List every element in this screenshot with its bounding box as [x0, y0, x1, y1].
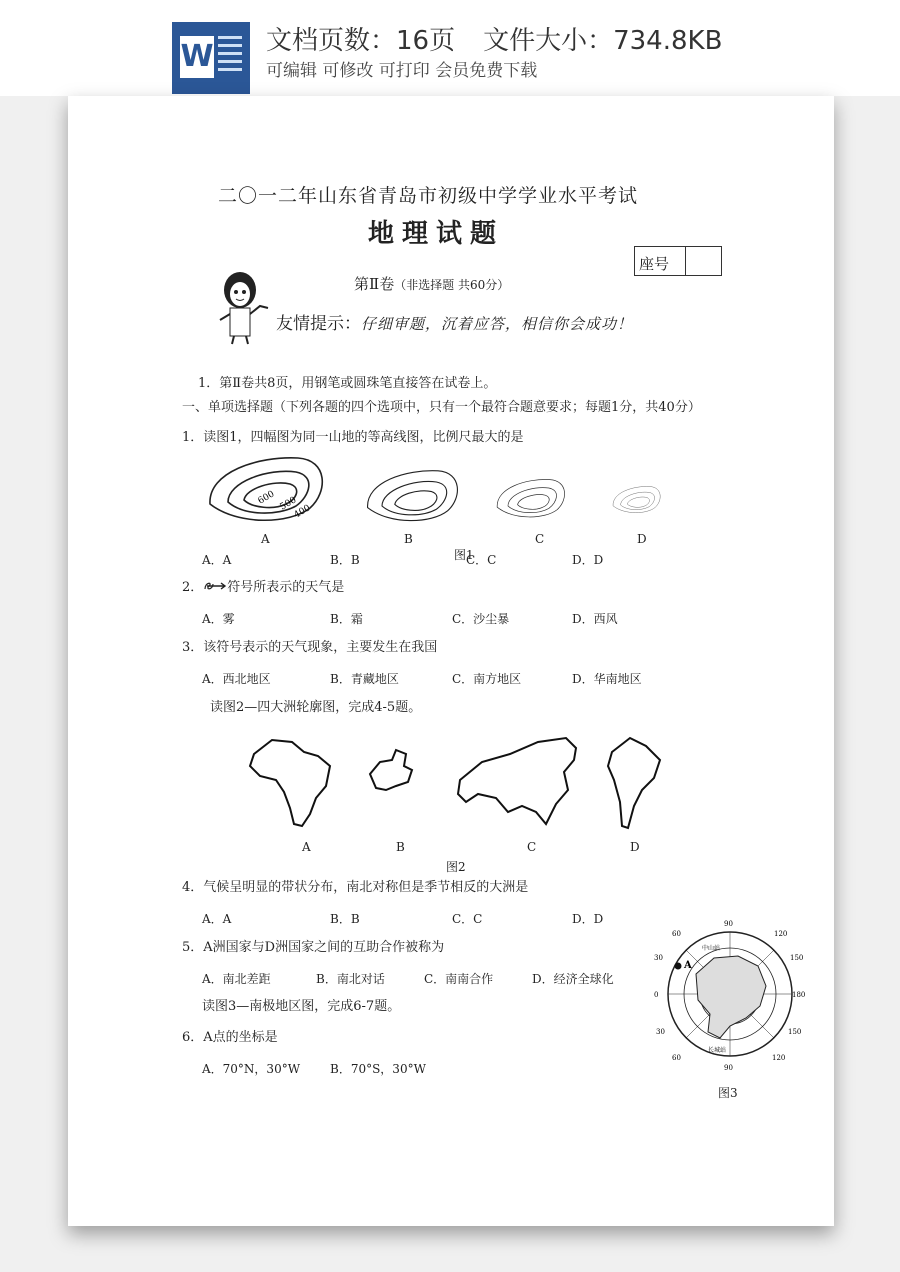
- degree-60-left: 60: [672, 930, 681, 938]
- q6-option-a: A．70°N，30°W: [202, 1062, 301, 1076]
- sandstorm-symbol-icon: [203, 580, 227, 592]
- q2-option-c: C．沙尘暴: [452, 612, 510, 626]
- point-a-label: A: [684, 960, 692, 971]
- read-figure-3: 读图3—南极地区图，完成6-7题。: [202, 999, 401, 1014]
- degree-120-top-right: 120: [774, 930, 788, 938]
- degree-0: 0: [654, 991, 659, 999]
- page-count: 文档页数：16页: [266, 26, 456, 56]
- cartoon-girl-icon: [216, 268, 272, 346]
- question-6: 6．A点的坐标是: [182, 1030, 278, 1045]
- continent-label-a: A: [302, 840, 311, 854]
- africa-outline: [250, 740, 330, 826]
- q5-option-d: D．经济全球化: [532, 972, 614, 986]
- degree-bottom-90: 90: [724, 1064, 733, 1072]
- antarctica-landmass: [696, 956, 766, 1038]
- q5-option-c: C．南南合作: [424, 972, 494, 986]
- document-info-banner: [0, 0, 900, 96]
- zhongshan-station-label: 中山站: [702, 945, 721, 952]
- q3-option-c: C．南方地区: [452, 672, 522, 686]
- q5-option-b: B．南北对话: [316, 972, 385, 986]
- contour-map-d: [613, 486, 660, 512]
- degree-150-bottom-right: 150: [788, 1028, 802, 1036]
- q2-text: 符号所表示的天气是: [227, 580, 345, 595]
- read-figure-2: 读图2—四大洲轮廓图，完成4-5题。: [210, 700, 422, 715]
- great-wall-station-label: 长城站: [708, 1047, 727, 1054]
- volume-note: （非选择题 共60分）: [394, 278, 510, 292]
- q4-option-b: B．B: [330, 912, 360, 926]
- contour-label-600: 600: [256, 489, 277, 507]
- banner-title: [266, 20, 750, 57]
- question-2: [182, 580, 344, 596]
- instruction: 1．第Ⅱ卷共8页，用钢笔或圆珠笔直接答在试卷上。: [198, 376, 497, 391]
- south-america-outline: [608, 738, 660, 828]
- q1-option-a: A．A: [202, 553, 232, 567]
- volume-heading: [354, 276, 509, 293]
- q6-option-b: B．70°S，30°W: [330, 1062, 426, 1076]
- section-heading: 一、单项选择题（下列各题的四个选项中，只有一个最符合题意要求；每题1分，共40分）: [182, 400, 701, 415]
- map-label-c: C: [535, 532, 545, 546]
- q2-option-a: A．雾: [202, 612, 235, 626]
- point-a-marker: [675, 963, 682, 970]
- contour-label-500: 500: [278, 495, 299, 513]
- q4-option-c: C．C: [452, 912, 483, 926]
- map-label-d: D: [637, 532, 647, 546]
- degree-60-bottom-left: 60: [672, 1054, 681, 1062]
- continents-figure: [246, 732, 676, 836]
- question-5: 5．A洲国家与D洲国家之间的互助合作被称为: [182, 940, 445, 955]
- volume-label: 第Ⅱ卷: [354, 275, 395, 293]
- question-4: 4．气候呈明显的带状分布，南北对称但是季节相反的大洲是: [182, 880, 529, 895]
- q1-option-c: C．C: [466, 553, 497, 567]
- seat-number-box: [634, 246, 722, 276]
- q4-option-d: D．D: [572, 912, 604, 926]
- map-label-a: A: [261, 532, 270, 546]
- q2-option-b: B．霜: [330, 612, 363, 626]
- question-1: 1．读图1，四幅图为同一山地的等高线图，比例尺最大的是: [182, 430, 524, 445]
- seat-divider: [685, 247, 686, 275]
- tip-text: 仔细审题，沉着应答，相信你会成功！: [361, 315, 634, 333]
- continent-label-d: D: [630, 840, 640, 854]
- word-document-icon: [172, 22, 250, 94]
- exam-paper: [68, 96, 834, 1226]
- degree-180: 180: [792, 991, 806, 999]
- q4-option-a: A．A: [202, 912, 232, 926]
- asia-outline: [458, 738, 576, 824]
- banner-features: 可编辑 可修改 可打印 会员免费下载: [266, 61, 538, 81]
- seat-label: 座号: [639, 255, 670, 273]
- q3-option-b: B．青藏地区: [330, 672, 399, 686]
- figure-3-caption: 图3: [718, 1086, 738, 1100]
- file-size: 文件大小：734.8KB: [483, 26, 723, 56]
- exam-title: 二〇一二年山东省青岛市初级中学学业水平考试: [218, 185, 639, 207]
- figure-1-caption: 图1: [454, 548, 474, 562]
- word-letter: W: [180, 36, 214, 78]
- degree-30-bottom-left: 30: [656, 1028, 665, 1036]
- exam-subject: 地理试题: [368, 219, 505, 249]
- word-lines-icon: [218, 36, 242, 78]
- q2-option-d: D．西风: [572, 612, 618, 626]
- q1-option-d: D．D: [572, 553, 604, 567]
- degree-150-right: 150: [790, 954, 804, 962]
- contour-map-b: [368, 471, 458, 521]
- continent-label-c: C: [527, 840, 537, 854]
- question-3: 3．该符号表示的天气现象，主要发生在我国: [182, 640, 438, 655]
- q3-option-a: A．西北地区: [202, 672, 271, 686]
- friendly-tip: [276, 316, 633, 332]
- antarctica-map-figure: [650, 914, 808, 1078]
- q1-option-b: B．B: [330, 553, 360, 567]
- q3-option-d: D．华南地区: [572, 672, 642, 686]
- continent-label-b: B: [396, 840, 405, 854]
- europe-outline: [370, 750, 412, 790]
- contour-map-c: [497, 479, 564, 516]
- degree-30-left: 30: [654, 954, 663, 962]
- tip-label: 友情提示：: [276, 314, 361, 334]
- q5-option-a: A．南北差距: [202, 972, 271, 986]
- contour-label-400: 400: [292, 503, 313, 521]
- figure-2-caption: 图2: [446, 860, 466, 874]
- map-label-b: B: [404, 532, 413, 546]
- q2-number: 2．: [182, 580, 204, 595]
- degree-top-90: 90: [724, 920, 733, 928]
- degree-120-bottom-right: 120: [772, 1054, 786, 1062]
